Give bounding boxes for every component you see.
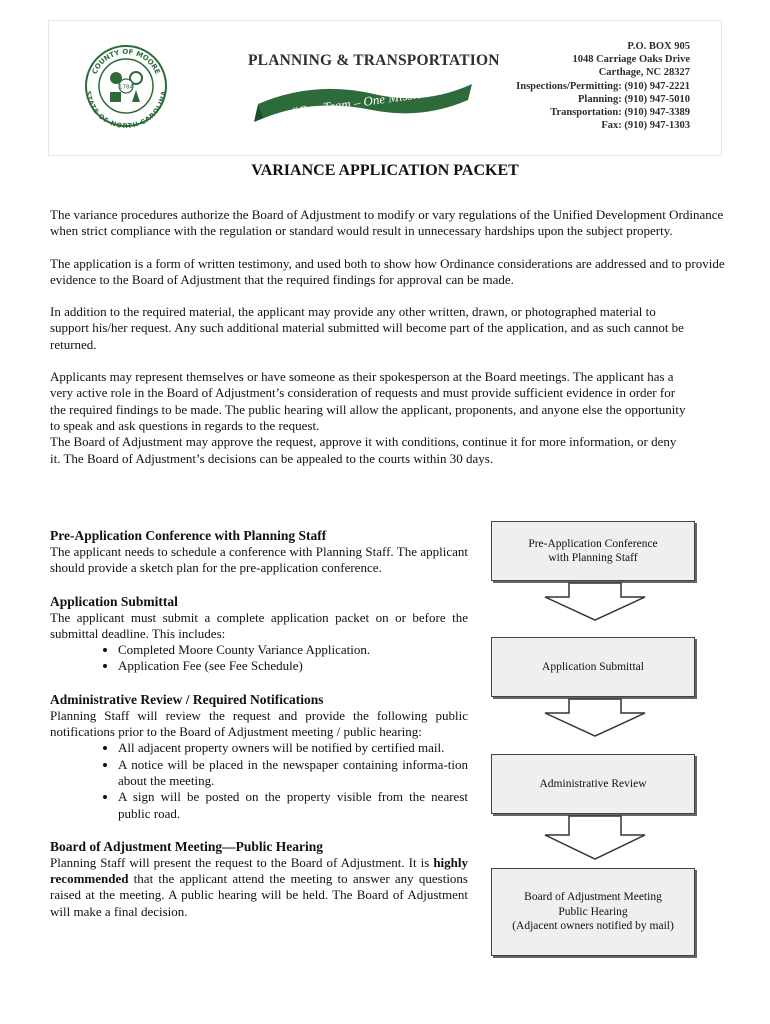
contact-po-box: P.O. BOX 905 [627, 41, 690, 52]
down-arrow-icon [543, 582, 647, 622]
svg-text:1784: 1784 [119, 84, 133, 91]
page-title: VARIANCE APPLICATION PACKET [251, 162, 519, 179]
county-seal-logo [84, 44, 168, 128]
contact-inspections-phone: Inspections/Permitting: (910) 947-2221 [516, 80, 690, 92]
step-body: Planning Staff will review the request and provide the following public notifications prior to the Board of Adjustment meeting / public hearing: [50, 707, 468, 740]
step-body: Planning Staff will present the request to the Board of Adjustment. It is highly recommended that the applicant attend the meeting to answer any questions raised at the meeting. A public hearing will be held. The Board of Adjustment will make a final decision. [50, 854, 468, 919]
intro-paragraph: In addition to the required material, the applicant may provide any other written, drawn, or photographed material to support his/her request. Any such additional material submitted will become part of the application, and as such cannot be returned. [50, 304, 684, 352]
list-item: • All adjacent property owners will be notified by certified mail. [118, 740, 468, 756]
list-item: • Application Fee (see Fee Schedule) [118, 658, 468, 674]
bullet-list [50, 642, 468, 675]
down-arrow-icon [543, 815, 647, 861]
intro-paragraph: The application is a form of written testimony, and used both to show how Ordinance considerations are addressed and to provide evidence to the Board of Adjustment that the required findings for approval can be made. [50, 255, 725, 287]
step-heading: Application Submittal [50, 593, 178, 609]
contact-block [516, 40, 690, 132]
step-application-submittal [50, 593, 468, 675]
contact-fax: Fax: (910) 947-1303 [601, 120, 690, 132]
flow-box-board-meeting: Board of Adjustment Meeting Public Hearing (Adjacent owners notified by mail) [491, 868, 695, 956]
list-item: • A notice will be placed in the newspaper containing informa-tion about the meeting. [118, 757, 468, 790]
contact-street: 1048 Carriage Oaks Drive [572, 54, 690, 66]
department-title: PLANNING & TRANSPORTATION [248, 52, 500, 69]
svg-text:COUNTY OF MOORE: COUNTY OF MOORE [90, 47, 162, 76]
process-steps [50, 527, 468, 936]
step-heading: Board of Adjustment Meeting—Public Hearing [50, 838, 323, 854]
step-administrative-review [50, 691, 468, 822]
flow-box-administrative-review: Administrative Review [491, 754, 695, 814]
step-body: The applicant must submit a complete application packet on or before the submittal deadline. This includes: [50, 609, 468, 641]
step-pre-application [50, 527, 468, 577]
motto-banner [254, 74, 476, 128]
step-heading: Administrative Review / Required Notifications [50, 691, 324, 707]
list-item: • A sign will be posted on the property visible from the nearest public road. [118, 789, 468, 822]
flow-box-application-submittal: Application Submittal [491, 637, 695, 697]
flow-box-pre-application: Pre-Application Conference with Planning Staff [491, 521, 695, 581]
svg-text:STATE OF NORTH CAROLINA: STATE OF NORTH CAROLINA [84, 90, 168, 128]
intro-paragraph: The variance procedures authorize the Board of Adjustment to modify or vary regulations of the Unified Development Ordinance when strict compliance with the regulation or standard would result in unnecessary hardships upon the subject property. [50, 207, 724, 239]
step-body: The applicant needs to schedule a conference with Planning Staff. The applicant should provide a sketch plan for the pre-application conference. [50, 544, 468, 576]
intro-paragraph: Applicants may represent themselves or have someone as their spokesperson at the Board meetings. The applicant has a very active role in the Board of Adjustment’s consideration of requests and must provide sufficient evidence in order for the required findings to be made. The public hearing will allow the applicant, proponents, and anyone else the opportunity to speak and ask questions in regards to the request. [50, 369, 686, 433]
emphasis-text: highly recommended [50, 854, 468, 887]
down-arrow-icon [543, 698, 647, 738]
motto-text: “One Team – One Mission” [290, 83, 438, 120]
contact-city: Carthage, NC 28327 [598, 67, 690, 79]
intro-paragraph: The Board of Adjustment may approve the request, approve it with conditions, continue it for more information, or deny it. The Board of Adjustment’s decisions can be appealed to the courts within 30 days. [50, 434, 677, 466]
intro-section [50, 207, 726, 483]
contact-planning-phone: Planning: (910) 947-5010 [577, 93, 690, 105]
bullet-list [50, 740, 468, 821]
contact-transportation-phone: Transportation: (910) 947-3389 [550, 107, 690, 119]
step-heading: Pre-Application Conference with Planning Staff [50, 528, 327, 543]
list-item: • Completed Moore County Variance Application. [118, 642, 468, 658]
step-board-meeting [50, 838, 468, 920]
